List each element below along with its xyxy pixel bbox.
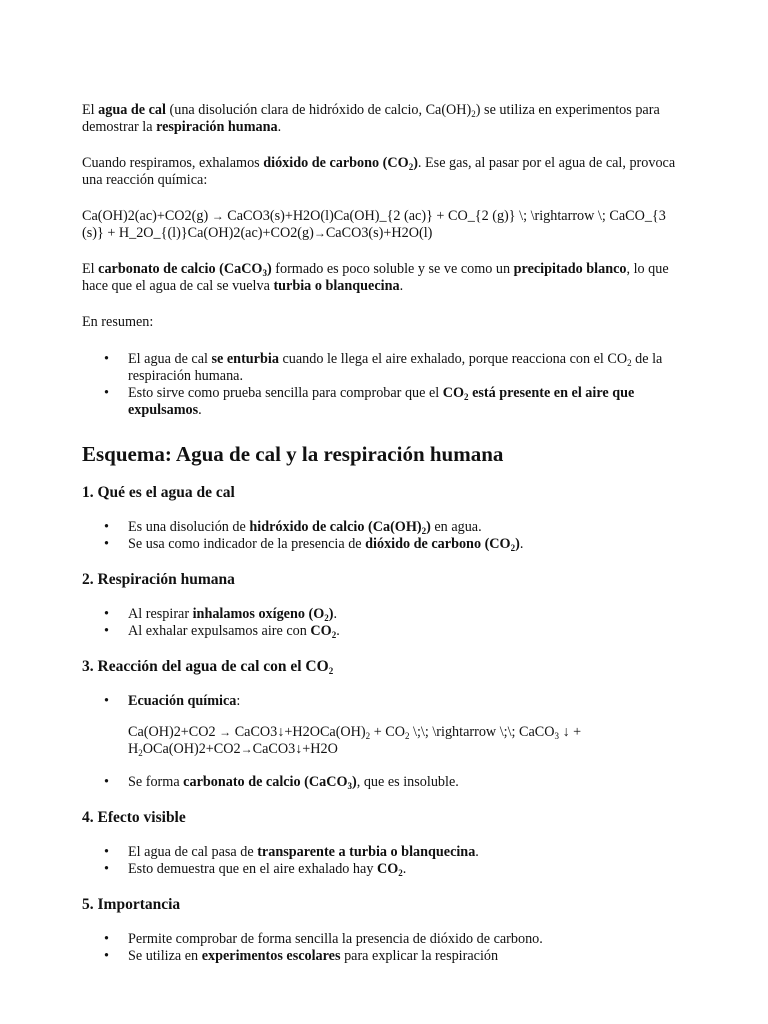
subscript: 2 bbox=[324, 613, 329, 623]
bold-text: se enturbia bbox=[211, 351, 279, 367]
section-heading: 2. Respiración humana bbox=[82, 571, 235, 588]
summary-list bbox=[82, 351, 690, 419]
text: CaCO3(s)+H2O(l) bbox=[325, 225, 433, 241]
text: 3. Reacción del agua de cal con el CO bbox=[82, 658, 329, 675]
bold-text: precipitado blanco bbox=[513, 261, 627, 277]
text: hidróxido de calcio (Ca(OH) bbox=[249, 519, 422, 535]
section-list bbox=[82, 931, 690, 965]
text: . bbox=[402, 861, 407, 877]
section-list bbox=[82, 693, 690, 791]
arrow-icon: → bbox=[240, 742, 253, 756]
text: Se forma bbox=[128, 774, 184, 790]
text: inhalamos oxígeno (O bbox=[192, 606, 325, 622]
text: Se utiliza en bbox=[128, 948, 202, 964]
list-item bbox=[82, 693, 690, 710]
text: : bbox=[236, 693, 241, 709]
bold-text: Ecuación química bbox=[128, 693, 237, 709]
intro-paragraph bbox=[82, 102, 690, 136]
subscript: 2 bbox=[408, 162, 414, 172]
subscript: 2 bbox=[331, 630, 337, 640]
text: El bbox=[82, 102, 99, 118]
subscript: 2 bbox=[404, 731, 410, 741]
text: Ca(OH)2+CO2 bbox=[128, 724, 220, 740]
section-heading bbox=[82, 657, 690, 677]
text: CaCO3↓+H2OCa(OH) bbox=[231, 724, 366, 740]
text: Ca(OH)2(ac)+CO2(g) bbox=[82, 208, 212, 224]
text: (una disolución clara de hidróxido de calcio, Ca(OH) bbox=[165, 102, 472, 118]
text: para explicar la respiración bbox=[340, 948, 499, 964]
text: ) bbox=[515, 536, 520, 552]
text: . bbox=[336, 623, 340, 639]
text: Se usa como indicador de la presencia de bbox=[128, 536, 366, 552]
text: CO bbox=[310, 623, 332, 639]
text: CaCO3↓+H2O bbox=[252, 741, 338, 757]
text: . bbox=[519, 536, 524, 552]
text: + CO bbox=[370, 724, 405, 740]
bold-text bbox=[263, 155, 418, 171]
subscript: 2 bbox=[627, 358, 632, 368]
text: Cuando respiramos, exhalamos bbox=[82, 155, 264, 171]
list-item bbox=[82, 861, 690, 878]
list-item bbox=[82, 536, 690, 553]
text: Permite comprobar de forma sencilla la presencia de dióxido de carbono. bbox=[128, 931, 543, 947]
main-heading bbox=[82, 441, 690, 467]
section-heading: 4. Efecto visible bbox=[82, 809, 186, 826]
text: CaCO3(s)+H2O(l)Ca(OH)_{2 (ac)} + CO_{2 (g)} \; \rightarrow \; CaCO_{3 (s)} + H_2O_{(l)}Ca(OH)2(ac)+CO2(g) bbox=[82, 208, 666, 241]
section-list bbox=[82, 844, 690, 878]
text: ) se utiliza en experimentos para demostrar la bbox=[82, 102, 660, 135]
subscript: 2 bbox=[510, 543, 516, 553]
text: ) bbox=[266, 261, 272, 277]
text: Esquema: Agua de cal y la respiración humana bbox=[82, 442, 504, 466]
subscript: 2 bbox=[421, 526, 427, 536]
text: ) bbox=[328, 606, 334, 622]
arrow-icon: → bbox=[211, 209, 224, 223]
subscript: 2 bbox=[471, 109, 476, 119]
bold-text bbox=[193, 606, 334, 622]
text: . bbox=[277, 119, 282, 135]
bold-text: respiración humana bbox=[156, 119, 278, 135]
text: carbonato de calcio (CaCO bbox=[183, 774, 348, 790]
text: \;\; \rightarrow \;\; CaCO bbox=[409, 724, 555, 740]
list-item bbox=[82, 351, 690, 385]
subscript: 2 bbox=[138, 748, 143, 758]
bold-text: turbia o blanquecina bbox=[273, 278, 400, 294]
subscript: 2 bbox=[398, 868, 403, 878]
text: . bbox=[333, 606, 338, 622]
arrow-icon: → bbox=[219, 725, 232, 739]
text: . bbox=[399, 278, 404, 294]
bold-text: transparente a turbia o blanquecina bbox=[257, 844, 476, 860]
equation-block bbox=[82, 724, 690, 758]
summary-label bbox=[82, 314, 690, 331]
subscript: 2 bbox=[328, 666, 334, 676]
text: ) bbox=[352, 774, 357, 790]
text: El agua de cal pasa de bbox=[128, 844, 258, 860]
text: Es una disolución de bbox=[128, 519, 250, 535]
text: El agua de cal bbox=[128, 351, 212, 367]
document-content bbox=[82, 102, 690, 965]
text: En resumen: bbox=[82, 314, 154, 330]
exhale-paragraph bbox=[82, 155, 690, 189]
text: está presente en el aire que expulsamos bbox=[128, 385, 635, 418]
text: de la respiración humana. bbox=[128, 351, 663, 384]
text: carbonato de calcio (CaCO bbox=[98, 261, 263, 277]
bold-text bbox=[377, 861, 403, 877]
list-item bbox=[82, 948, 690, 965]
text: CO bbox=[376, 861, 399, 877]
text: Al respirar bbox=[128, 606, 193, 622]
text: ) bbox=[426, 519, 431, 535]
text: cuando le llega el aire exhalado, porque reacciona con el CO bbox=[278, 351, 628, 367]
text: ) bbox=[413, 155, 418, 171]
text: , lo que hace que el agua de cal se vuelva bbox=[82, 261, 669, 294]
text: . bbox=[475, 844, 479, 860]
section-heading: 5. Importancia bbox=[82, 896, 181, 913]
bold-text bbox=[249, 519, 430, 535]
text: . Ese gas, al pasar por el agua de cal, provoca una reacción química: bbox=[82, 155, 676, 188]
text: en agua. bbox=[430, 519, 482, 535]
section-list bbox=[82, 606, 690, 640]
list-item bbox=[82, 774, 690, 791]
text: CO bbox=[442, 385, 465, 401]
text: ↓ + H bbox=[128, 724, 582, 757]
bold-text: agua de cal bbox=[98, 102, 166, 118]
bold-text bbox=[98, 261, 272, 277]
text: dióxido de carbono (CO bbox=[263, 155, 409, 171]
text: , que es insoluble. bbox=[356, 774, 459, 790]
text: formado es poco soluble y se ve como un bbox=[271, 261, 514, 277]
text: . bbox=[198, 402, 202, 418]
list-item bbox=[82, 385, 690, 419]
text: OCa(OH)2+CO2 bbox=[142, 741, 241, 757]
arrow-icon: → bbox=[313, 226, 326, 240]
subscript: 2 bbox=[365, 731, 371, 741]
bold-text bbox=[310, 623, 336, 639]
list-item bbox=[82, 606, 690, 623]
list-item bbox=[82, 931, 690, 948]
equation-paragraph bbox=[82, 208, 690, 242]
text: dióxido de carbono (CO bbox=[365, 536, 511, 552]
list-item bbox=[82, 844, 690, 861]
subscript: 3 bbox=[347, 781, 352, 791]
list-item bbox=[82, 519, 690, 536]
bold-text bbox=[365, 536, 520, 552]
bold-text: experimentos escolares bbox=[201, 948, 341, 964]
subscript: 3 bbox=[554, 731, 559, 741]
text: Esto demuestra que en el aire exhalado hay bbox=[128, 861, 377, 877]
carbonate-paragraph bbox=[82, 261, 690, 295]
section-heading: 1. Qué es el agua de cal bbox=[82, 484, 235, 501]
subscript: 2 bbox=[464, 392, 469, 402]
bold-text bbox=[183, 774, 357, 790]
text: Esto sirve como prueba sencilla para comprobar que el bbox=[128, 385, 443, 401]
section-list bbox=[82, 519, 690, 553]
subscript: 3 bbox=[262, 268, 267, 278]
text: El bbox=[82, 261, 99, 277]
list-item bbox=[82, 623, 690, 640]
text: Al exhalar expulsamos aire con bbox=[128, 623, 311, 639]
